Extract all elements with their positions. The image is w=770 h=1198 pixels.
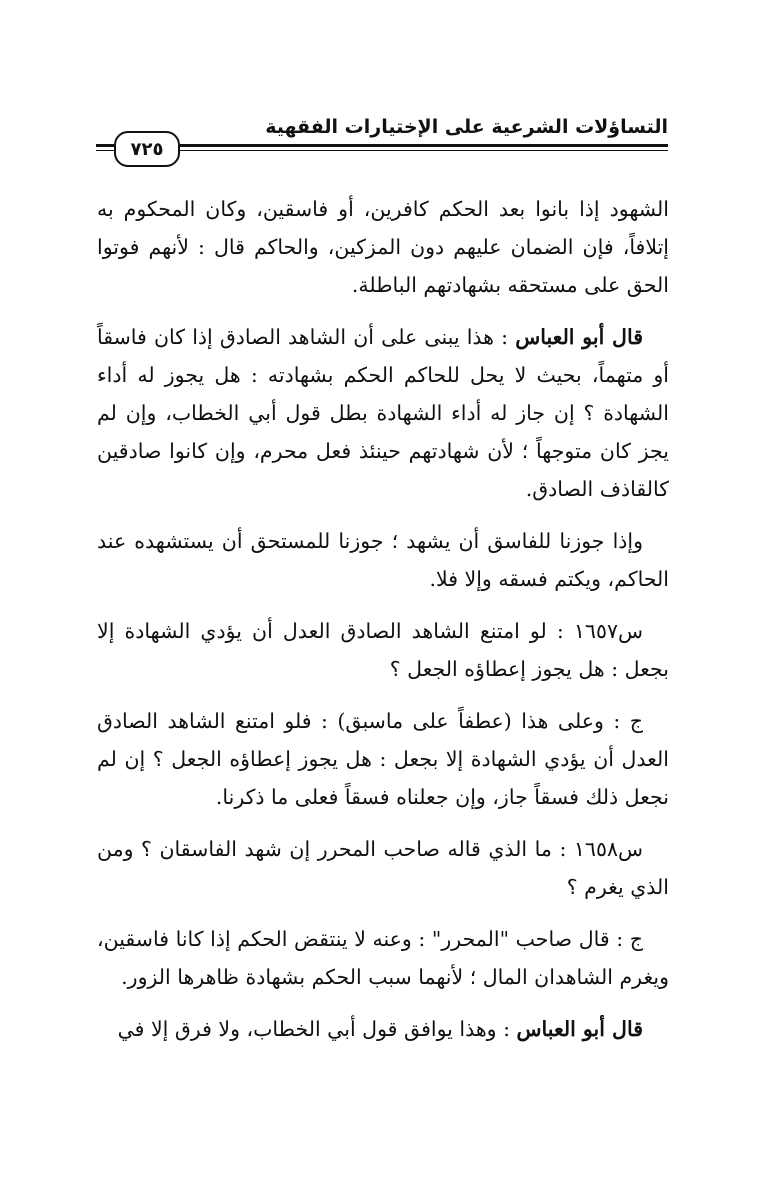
paragraph-text: س١٦٥٨ : ما الذي قاله صاحب المحرر إن شهد الفاسقان ؟ ومن الذي يغرم ؟ (97, 837, 669, 899)
paragraph (97, 1010, 669, 1048)
paragraph-text: وإذا جوزنا للفاسق أن يشهد ؛ جوزنا للمستحق أن يستشهده عند الحاكم، ويكتم فسقه وإلا فلا. (97, 529, 669, 591)
body-text (97, 190, 669, 1062)
paragraph (97, 190, 669, 304)
page-number: ٧٢٥ (130, 138, 164, 160)
answer-paragraph (97, 702, 669, 816)
header-rule-thin (96, 150, 668, 151)
paragraph-text: ج : قال صاحب "المحرر" : وعنه لا ينتقض الحكم إذا كانا فاسقين، ويغرم الشاهدان المال ؛ لأنهما سبب الحكم بشهادة ظاهرها الزور. (97, 927, 669, 989)
paragraph-text: س١٦٥٧ : لو امتنع الشاهد الصادق العدل أن يؤدي الشهادة إلا بجعل : هل يجوز إعطاؤه الجعل ؟ (97, 619, 669, 681)
question-paragraph (97, 830, 669, 906)
paragraph (97, 522, 669, 598)
question-paragraph (97, 612, 669, 688)
paragraph-text: الشهود إذا بانوا بعد الحكم كافرين، أو فاسقين، وكان المحكوم به إتلافاً، فإن الضمان عليهم دون المزكين، والحاكم قال : لأنهم فوتوا الحق على مستحقه بشهادتهم الباطلة. (97, 197, 669, 297)
paragraph-text: : هذا يبنى على أن الشاهد الصادق إذا كان فاسقاً أو متهماً، بحيث لا يحل للحاكم الحكم بشهادته : هل يجوز له أداء الشهادة ؟ إن جاز له أداء الشهادة بطل قول أبي الخطاب، وإن لم يجز كان متوجهاً ؛ لأن شهادتهم حينئذ فعل محرم، وإن كانوا صادقين كالقاذف الصادق. (97, 325, 669, 501)
page-number-badge (114, 131, 180, 167)
header-rule-thick (96, 144, 668, 147)
answer-paragraph (97, 920, 669, 996)
paragraph-text: : وهذا يوافق قول أبي الخطاب، ولا فرق إلا في (117, 1017, 517, 1041)
page-header (96, 112, 668, 168)
paragraph (97, 318, 669, 508)
speaker-label: قال أبو العباس (516, 1017, 643, 1041)
running-title: التساؤلات الشرعية على الإختيارات الفقهية (265, 116, 668, 138)
paragraph-text: ج : وعلى هذا (عطفاً على ماسبق) : فلو امتنع الشاهد الصادق العدل أن يؤدي الشهادة إلا بجعل : هل يجوز إعطاؤه الجعل ؟ إن لم نجعل ذلك فسقاً جاز، وإن جعلناه فسقاً فعلى ما ذكرنا. (97, 709, 669, 809)
speaker-label: قال أبو العباس (515, 325, 643, 349)
